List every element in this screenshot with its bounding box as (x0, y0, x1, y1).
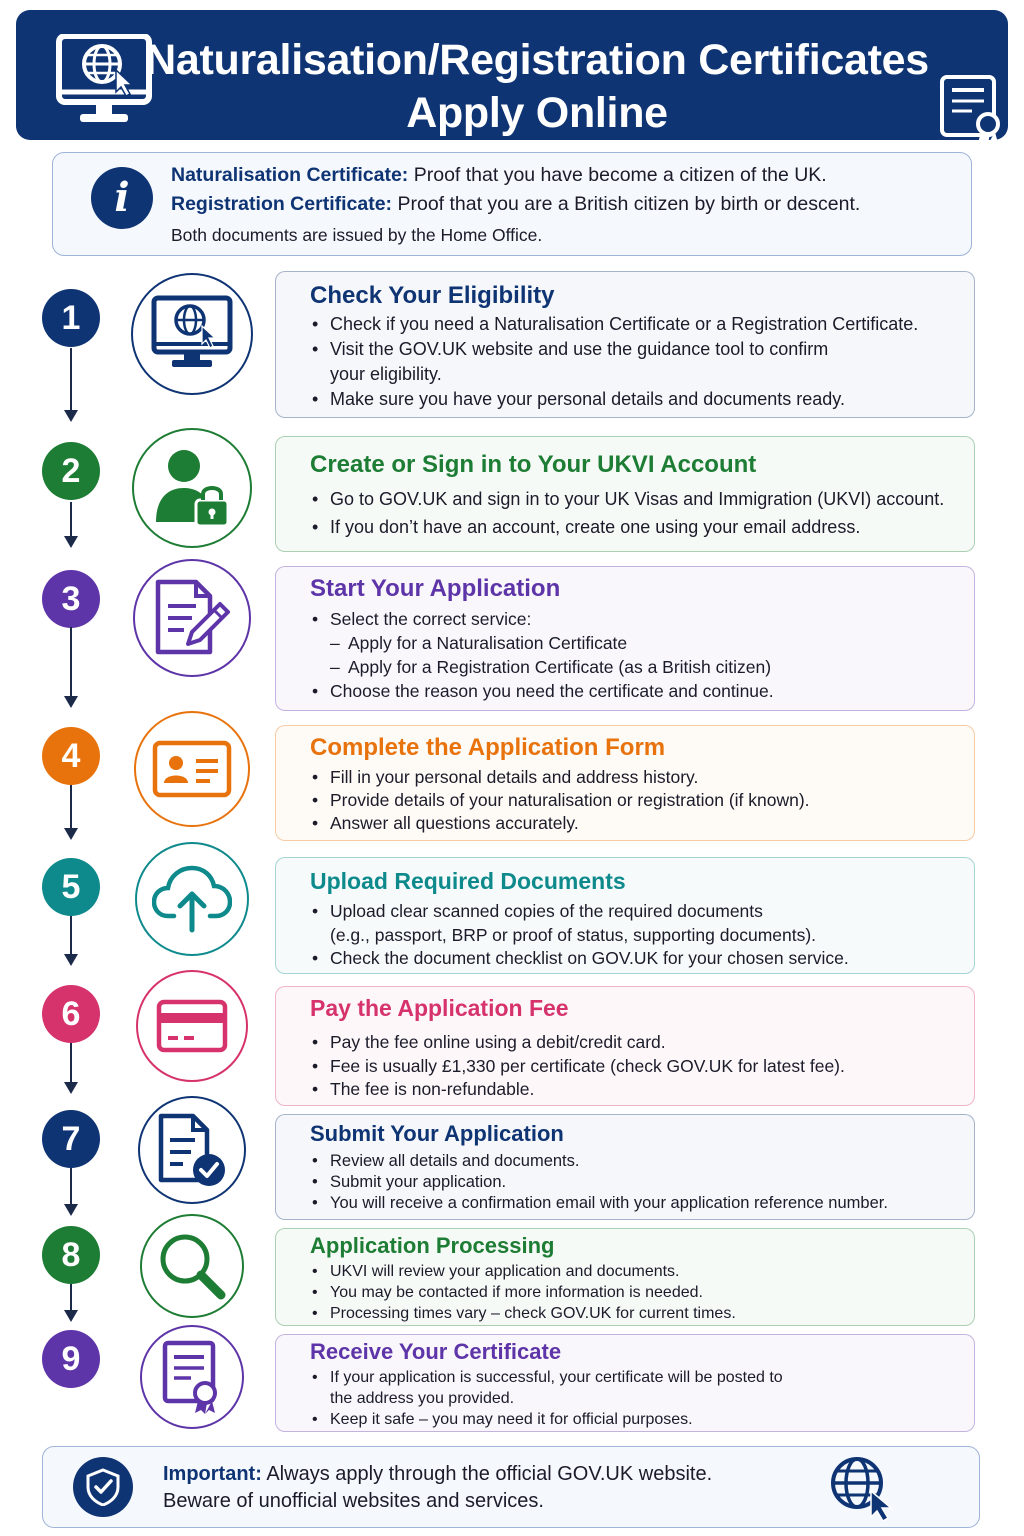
step-card (275, 1228, 975, 1326)
registration-text: Proof that you are a British citizen by birth or descent. (397, 193, 861, 215)
step-bullets (310, 766, 810, 835)
sub-bullet: – Apply for a Naturalisation Certificate (310, 631, 774, 655)
bullet-item: • Review all details and documents. (310, 1151, 888, 1172)
bullet-item: • UKVI will review your application and documents. (310, 1261, 736, 1282)
computer-globe-icon (131, 273, 253, 395)
naturalisation-definition (171, 164, 827, 187)
step-card (275, 725, 975, 841)
warning-text: Beware of unofficial websites and services. (163, 1490, 544, 1512)
important-line (163, 1463, 712, 1486)
down-arrow-icon (70, 1168, 72, 1214)
step-title: Submit Your Application (310, 1121, 564, 1146)
step-title: Pay the Application Fee (310, 995, 569, 1021)
step-card (275, 1334, 975, 1432)
step-card (275, 436, 975, 552)
bullet-item: • Provide details of your naturalisation or registration (if known). (310, 789, 810, 812)
step-number: 5 (42, 858, 100, 916)
issuer-note: Both documents are issued by the Home Office. (171, 225, 543, 245)
bullet-item: (e.g., passport, BRP or proof of status, supporting documents). (330, 924, 817, 945)
step-card (275, 271, 975, 418)
step-card (275, 1114, 975, 1220)
page-header (16, 10, 1008, 140)
step-card (275, 566, 975, 711)
bullet-item: • Check if you need a Naturalisation Certificate or a Registration Certificate. (310, 312, 918, 337)
naturalisation-label: Naturalisation Certificate: (171, 164, 409, 186)
down-arrow-icon (70, 1284, 72, 1320)
page-title (136, 34, 938, 140)
bullet-item: • Visit the GOV.UK website and use the guidance tool to confirm (310, 337, 918, 362)
document-edit-icon (133, 559, 251, 677)
step-number: 6 (42, 985, 100, 1043)
bullet-item: • Fill in your personal details and address history. (310, 766, 810, 789)
down-arrow-icon (70, 1043, 72, 1092)
certificate-icon (140, 1325, 244, 1429)
step-bullets (310, 1031, 845, 1102)
step-bullets (310, 485, 944, 541)
shield-icon (73, 1457, 133, 1517)
registration-definition (171, 193, 860, 216)
step-number: 7 (42, 1110, 100, 1168)
bullet-item: • Keep it safe – you may need it for official purposes. (310, 1409, 783, 1430)
down-arrow-icon (70, 785, 72, 838)
bullet-item: • Answer all questions accurately. (310, 812, 810, 835)
step-title: Application Processing (310, 1233, 555, 1258)
registration-label: Registration Certificate: (171, 193, 393, 215)
step-number: 1 (42, 289, 100, 347)
step-bullets (310, 1367, 783, 1430)
info-box (52, 152, 972, 256)
step-bullets (310, 312, 918, 412)
step-title: Receive Your Certificate (310, 1339, 562, 1364)
step-bullets (310, 607, 774, 703)
info-icon: i (91, 167, 153, 229)
page-title-line2: Apply Online (406, 89, 668, 137)
bullet-item: • Select the correct service: (310, 607, 774, 631)
bullet-item: • You will receive a confirmation email with your application reference number. (310, 1193, 888, 1214)
important-text: Always apply through the official GOV.UK website. (266, 1463, 713, 1485)
step-title: Start Your Application (310, 575, 561, 602)
certificate-icon (938, 74, 1004, 144)
sub-bullet: – Apply for a Registration Certificate (as a British citizen) (310, 655, 774, 679)
bullet-item: • Check the document checklist on GOV.UK for your chosen service. (310, 947, 849, 971)
step-number: 3 (42, 570, 100, 628)
bullet-item: your eligibility. (330, 364, 442, 384)
step-card (275, 986, 975, 1106)
globe-cursor-icon (829, 1455, 895, 1521)
step-bullets (310, 900, 849, 971)
cloud-upload-icon (135, 842, 249, 956)
bullet-item: • If your application is successful, your certificate will be posted to (310, 1367, 783, 1388)
document-check-icon (138, 1096, 246, 1204)
step-bullets (310, 1261, 736, 1324)
step-title: Create or Sign in to Your UKVI Account (310, 451, 757, 478)
naturalisation-text: Proof that you have become a citizen of the UK. (413, 164, 827, 186)
step-number: 2 (42, 442, 100, 500)
bullet-item: the address you provided. (330, 1390, 515, 1407)
bullet-item: • Submit your application. (310, 1172, 888, 1193)
step-card (275, 857, 975, 974)
bullet-item: • Choose the reason you need the certificate and continue. (310, 679, 774, 703)
step-title: Check Your Eligibility (310, 282, 555, 309)
down-arrow-icon (70, 348, 72, 420)
magnifier-icon (140, 1214, 244, 1318)
bullet-item: • You may be contacted if more information is needed. (310, 1282, 736, 1303)
down-arrow-icon (70, 627, 72, 706)
bullet-item: • Make sure you have your personal details and documents ready. (310, 387, 918, 412)
bullet-item: • Pay the fee online using a debit/credit card. (310, 1031, 845, 1055)
bullet-item: • If you don’t have an account, create one using your email address. (310, 513, 944, 541)
step-title: Upload Required Documents (310, 868, 626, 894)
bullet-item: • The fee is non-refundable. (310, 1078, 845, 1102)
important-label: Important: (163, 1463, 262, 1485)
step-title: Complete the Application Form (310, 734, 666, 761)
bullet-item: • Fee is usually £1,330 per certificate (check GOV.UK for latest fee). (310, 1055, 845, 1079)
important-notice (42, 1446, 980, 1528)
bullet-item: • Go to GOV.UK and sign in to your UK Visas and Immigration (UKVI) account. (310, 485, 944, 513)
down-arrow-icon (70, 916, 72, 964)
step-bullets (310, 1151, 888, 1214)
down-arrow-icon (70, 502, 72, 546)
bullet-item: • Upload clear scanned copies of the required documents (310, 900, 849, 924)
id-card-icon (134, 711, 250, 827)
user-lock-icon (132, 428, 252, 548)
step-number: 4 (42, 727, 100, 785)
credit-card-icon (136, 970, 248, 1082)
step-number: 9 (42, 1330, 100, 1388)
page-title-line1: Naturalisation/Registration Certificates (145, 36, 929, 84)
bullet-item: • Processing times vary – check GOV.UK for current times. (310, 1303, 736, 1324)
step-number: 8 (42, 1226, 100, 1284)
